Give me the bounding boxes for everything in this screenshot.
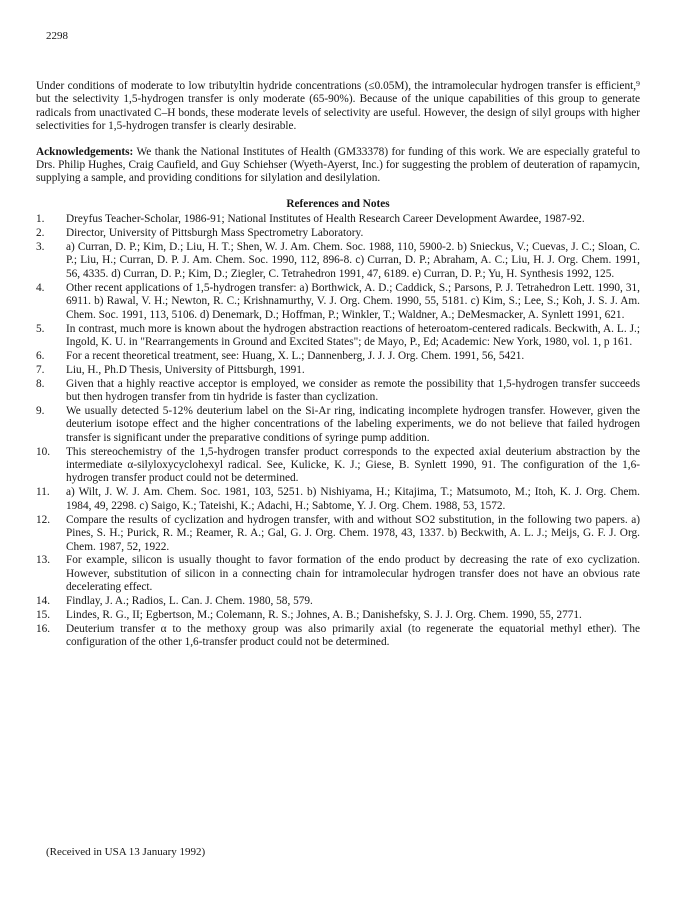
- reference-item: [36, 446, 640, 486]
- reference-number: 6.: [36, 349, 45, 362]
- references-list: [36, 213, 640, 650]
- reference-item: [36, 595, 640, 608]
- reference-text: In contrast, much more is known about the hydrogen abstraction reactions of heteroatom-centered radicals. Beckwith, A. L. J.; Ingold, K. U. in "Rearrangements in Ground and Excited States"; de Mayo, P., Ed; Academic: New York, 1980, vol. 1, p 161.: [66, 322, 640, 348]
- reference-item: [36, 364, 640, 377]
- acknowledgements-paragraph: [36, 146, 640, 186]
- reference-text: This stereochemistry of the 1,5-hydrogen transfer product corresponds to the expected axial deuterium abstraction by the intermediate α-silyloxycyclohexyl radical. See, Kulicke, K. J.; Giese, B. Synlett 1990, 91. The configuration of the 1,6-hydrogen transfer product could not be determined.: [66, 445, 640, 485]
- reference-item: [36, 554, 640, 594]
- reference-text: For a recent theoretical treatment, see: Huang, X. L.; Dannenberg, J. J. J. Org. Chem. 1991, 56, 5421.: [66, 349, 525, 362]
- received-date: (Received in USA 13 January 1992): [46, 846, 206, 858]
- page-number: 2298: [46, 30, 68, 42]
- reference-text: Given that a highly reactive acceptor is employed, we consider as remote the possibility that 1,5-hydrogen transfer succeeds but then hydrogen transfer from tin hydride is faster than cyclization.: [66, 377, 640, 404]
- reference-number: 3.: [36, 241, 45, 254]
- reference-number: 12.: [36, 513, 51, 526]
- references-heading: References and Notes: [286, 197, 390, 210]
- acknowledgements-heading: Acknowledgements:: [36, 145, 134, 158]
- reference-number: 5.: [36, 322, 45, 335]
- article-body: [36, 80, 640, 650]
- reference-item: [36, 378, 640, 405]
- reference-number: 8.: [36, 377, 45, 390]
- reference-item: [36, 514, 640, 554]
- reference-number: 9.: [36, 404, 45, 417]
- reference-item: [36, 350, 640, 363]
- reference-text: We usually detected 5-12% deuterium label on the Si-Ar ring, indicating incomplete hydrogen transfer. However, given the deuterium isotope effect and the higher concentrations of the labeling experiments, we do not believe that failed hydrogen transfer is significant under the preparative conditions of syringe pump addition.: [66, 404, 640, 444]
- reference-item: [36, 213, 640, 226]
- reference-number: 15.: [36, 609, 51, 622]
- reference-number: 2.: [36, 227, 45, 240]
- reference-number: 1.: [36, 213, 45, 226]
- reference-number: 11.: [36, 486, 50, 499]
- reference-item: [36, 609, 640, 622]
- reference-item: [36, 227, 640, 240]
- reference-text: Liu, H., Ph.D Thesis, University of Pittsburgh, 1991.: [66, 363, 305, 376]
- reference-text: Findlay, J. A.; Radios, L. Can. J. Chem. 1980, 58, 579.: [66, 595, 313, 608]
- reference-number: 10.: [36, 445, 51, 458]
- reference-number: 7.: [36, 363, 45, 376]
- reference-text: Deuterium transfer α to the methoxy group was also primarily axial (to regenerate the equatorial methyl ether). The configuration of the other 1,6-transfer product could not be determined.: [66, 622, 640, 649]
- reference-item: [36, 486, 640, 513]
- reference-text: Director, University of Pittsburgh Mass Spectrometry Laboratory.: [66, 227, 364, 240]
- reference-item: [36, 323, 640, 350]
- reference-text: Other recent applications of 1,5-hydrogen transfer: a) Borthwick, A. D.; Caddick, S.; Parsons, P. J. Tetrahedron Lett. 1990, 31, 6911. b) Rawal, V. H.; Newton, R. C.; Krishnamurthy, V. J. Org. Chem. 1990, 55, 5181. c) Kim, S.; Lee, S.; Koh, J. S. J. Am. Chem. Soc. 1991, 113, 5106. d) Denemark, D.; Hoffman, P.; Winkler, T.; Waldner, A.; DeMesmacker, A. Synlett 1991, 621.: [66, 281, 640, 321]
- reference-item: [36, 405, 640, 445]
- body-paragraph: Under conditions of moderate to low tributyltin hydride concentrations (≤0.05M), the intramolecular hydrogen transfer is efficient,⁹ but the selectivity 1,5-hydrogen transfer is only moderate (65-90%). Because of the unique capabilities of this group to generate radicals from unactivated C–H bonds, these moderate levels of selectivity are useful. However, the design of silyl groups with higher selectivities for 1,5-hydrogen transfer is clearly desirable.: [36, 80, 640, 133]
- reference-text: Dreyfus Teacher-Scholar, 1986-91; National Institutes of Health Research Career Development Awardee, 1987-92.: [66, 213, 585, 226]
- reference-number: 16.: [36, 622, 51, 635]
- reference-number: 13.: [36, 554, 51, 567]
- reference-item: [36, 241, 640, 281]
- reference-item: [36, 282, 640, 322]
- reference-text: a) Wilt, J. W. J. Am. Chem. Soc. 1981, 103, 5251. b) Nishiyama, H.; Kitajima, T.; Matsumoto, M.; Itoh, K. J. Org. Chem. 1984, 49, 2298. c) Saigo, K.; Tateishi, K.; Adachi, H.; Sabtome, Y. J. Org. Chem. 1988, 53, 1572.: [66, 486, 640, 512]
- reference-number: 4.: [36, 281, 45, 294]
- acknowledgements-text: We thank the National Institutes of Health (GM33378) for funding of this work. We are especially grateful to Drs. Philip Hughes, Craig Caufield, and Guy Schiehser (Wyeth-Ayerst, Inc.) for suggesting the problem of deuteration of rapamycin, supplying a sample, and providing conditions for silylation and desilylation.: [36, 145, 640, 185]
- reference-text: Lindes, R. G., II; Egbertson, M.; Colemann, R. S.; Johnes, A. B.; Danishefsky, S. J. J. Org. Chem. 1990, 55, 2771.: [66, 609, 582, 622]
- reference-item: [36, 623, 640, 650]
- reference-text: Compare the results of cyclization and hydrogen transfer, with and without SO2 substitution, in the following two papers. a) Pines, S. H.; Purick, R. M.; Reamer, R. A.; Gal, G. J. Org. Chem. 1978, 43, 1337. b) Beckwith, A. L. J.; Meijs, G. F. J. Org. Chem. 1987, 52, 1922.: [66, 513, 640, 553]
- reference-text: a) Curran, D. P.; Kim, D.; Liu, H. T.; Shen, W. J. Am. Chem. Soc. 1988, 110, 5900-2. b) Snieckus, V.; Cuevas, J. C.; Sloan, C. P.; Liu, H.; Curran, D. P. J. Am. Chem. Soc. 1990, 112, 896-8. c) Curran, D. P.; Abraham, A. C.; Liu, H. J. Org. Chem. 1991, 56, 4335. d) Curran, D. P.; Kim, D.; Ziegler, C. Tetrahedron 1991, 47, 6189. e) Curran, D. P.; Yu, H. Synthesis 1992, 125.: [66, 241, 640, 280]
- reference-text: For example, silicon is usually thought to favor formation of the endo product by decreasing the rate of exo cyclization. However, substitution of silicon in a connecting chain for intramolecular hydrogen transfer does not have an obvious rate decelerating effect.: [66, 554, 640, 594]
- reference-number: 14.: [36, 595, 51, 608]
